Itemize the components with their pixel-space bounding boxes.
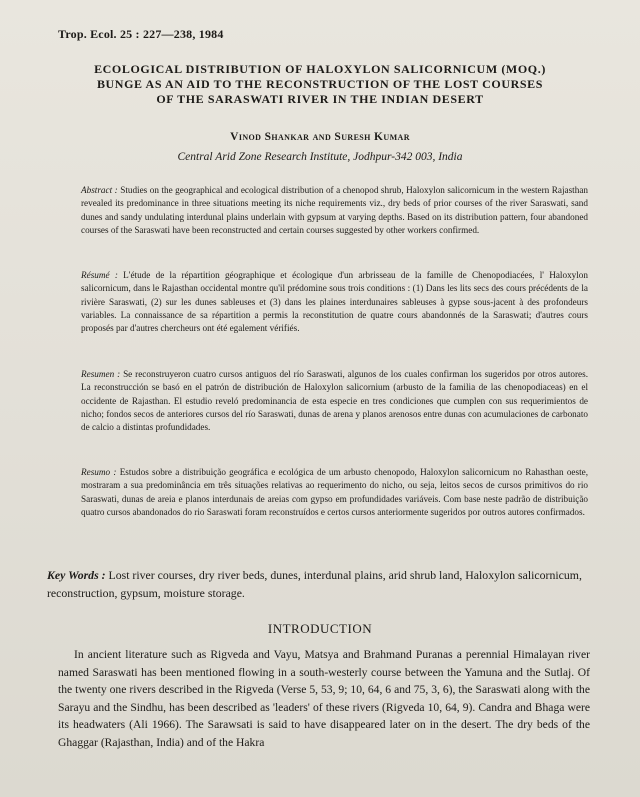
section-heading: INTRODUCTION xyxy=(267,621,373,636)
keywords xyxy=(47,566,592,602)
title-line: ECOLOGICAL DISTRIBUTION OF HALOXYLON SALICORNICUM (MOQ.) xyxy=(94,62,546,76)
title-line: OF THE SARASWATI RIVER IN THE INDIAN DESERT xyxy=(156,92,484,106)
abstract-french xyxy=(81,269,588,335)
authors: Vinod Shankar and Suresh Kumar xyxy=(230,131,410,143)
introduction-paragraph xyxy=(58,646,590,752)
abstract-english xyxy=(81,184,588,237)
abstract-text: Se reconstruyeron cuatro cursos antiguos del río Saraswati, algunos de los cuales confirman los sugeridos por otros autores. La reconstrucción se basó en el patrón de distribución de Haloxylon salicornium (arbusto de la familia de las chenopodiaceas) en el occidente de Rajasthan. El estudio reveló predominancia de esta especie en tres condiciones que cumplen con sus requerimientos de nicho; fondos secos de anteriores cursos del río Saraswati, dunas de arena y planos arenosos entre dunas con acumulaciones de carbonato de calcio a distintas profundidades. xyxy=(81,369,588,433)
abstract-spanish xyxy=(81,368,588,434)
article-title xyxy=(40,62,600,107)
abstract-text: Estudos sobre a distribuição geográfica e ecológica de um arbusto chenopodo, Haloxylon salicornicum no Rahasthan oeste, mostraram a sua predominância em três situações relativas ao requerimento do nicho, ou seja, leitos secos de cursos primitivos do rio Saraswati, dunas de areia e planos interdunais de areias com gypso em profundidades variáveis. Com base neste padrão de distribuição quatro cursos abandonados do rio Saraswati foram reconstruídos e certos cursos anteriormente sugeridos por outros autores confirmados. xyxy=(81,467,589,517)
keywords-label: Key Words : xyxy=(47,568,106,582)
abstract-label: Résumé : xyxy=(81,270,118,280)
abstract-label: Resumo : xyxy=(81,467,117,477)
abstract-text: L'étude de la répartition géographique et écologique d'un arbrisseau de la famille de Chenopodiacées, l' Haloxylon salicornicum, dans le Rajasthan occidental montre qu'il prédomine sous trois conditions : (1) Dans les lits secs des cours précédents de la rivière Saraswati, (2) sur les dunes sableuses et (3) dans les plaines interdunaires sableuses à gypse sous-jacent à des profondeurs variables. La connaissance de sa répartition a permis la reconstitution de quatre cours abandonnés de la Saraswati; d'autres cours proposés par d'autres chercheurs ont été egalement vérifiés. xyxy=(81,270,588,334)
affiliation: Central Arid Zone Research Institute, Jodhpur-342 003, India xyxy=(177,151,463,163)
introduction-text: In ancient literature such as Rigveda and Vayu, Matsya and Brahmand Puranas a perennial Himalayan river named Saraswati has been mentioned flowing in a south-westerly course between the Yamuna and the Sutlaj. Of the twenty one rivers described in the Rigveda (Verse 5, 53, 9; 10, 64, 6 and 75, 3, 6), the Saraswati along with the Sarayu and the Sindhu, has been described as 'leaders' of these rivers (Rigveda 10, 64, 9). Candra and Bhaga were its headwaters (Ali 1966). The Sarawsati is said to have disappeared later on in the desert. The dry beds of the Ghaggar (Rajasthan, India) and of the Hakra xyxy=(58,648,590,749)
running-head: Trop. Ecol. 25 : 227—238, 1984 xyxy=(58,27,224,41)
abstract-portuguese xyxy=(81,466,588,519)
title-line: BUNGE AS AN AID TO THE RECONSTRUCTION OF THE LOST COURSES xyxy=(96,77,544,91)
abstract-label: Resumen : xyxy=(81,369,121,379)
abstract-text: Studies on the geographical and ecological distribution of a chenopod shrub, Haloxylon salicornicum in the western Rajasthan revealed its predominance in three situations meeting its niche requirements viz., dry beds of prior courses of the river Saraswati, sand dunes and sandy undulating interdunal plains underlain with gypsum at varying depths. Based on its distribution pattern, four abandoned courses of the Saraswati have been reconstructed and certain courses suggested by other workers confirmed. xyxy=(81,185,589,235)
abstract-label: Abstract : xyxy=(81,185,118,195)
keywords-text: Lost river courses, dry river beds, dunes, interdunal plains, arid shrub land, Haloxylon salicornicum, reconstruction, gypsum, moisture storage. xyxy=(47,568,582,600)
